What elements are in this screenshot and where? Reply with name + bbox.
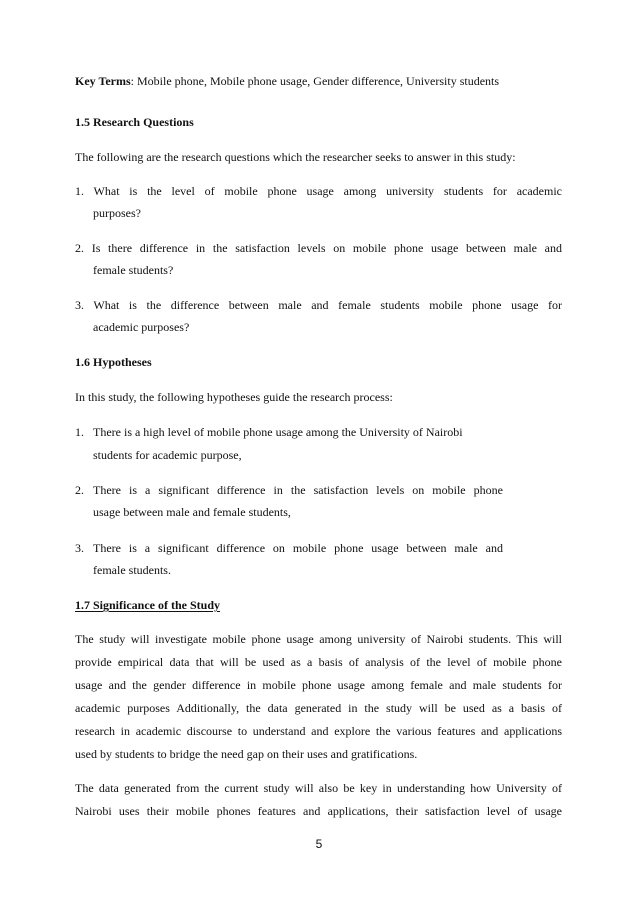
significance-p1-line-1: The study will investigate mobile phone usage among university of Nairobi students. This will: [75, 632, 562, 646]
significance-p1-line-3: usage and the gender difference in mobile phone usage among female and male students for: [75, 678, 562, 692]
question-2-line-2: female students?: [93, 263, 174, 277]
hypothesis-3-line-2: female students.: [93, 563, 171, 577]
significance-p2-line-2: Nairobi uses their mobile phones features and applications, their satisfaction level of usage: [75, 804, 562, 818]
question-2-line-1: 2. Is there difference in the satisfaction levels on mobile phone usage between male and: [75, 241, 562, 255]
heading-research-questions: 1.5 Research Questions: [75, 115, 194, 129]
hypothesis-1-line-1: There is a high level of mobile phone usage among the University of Nairobi: [93, 425, 463, 439]
heading-hypotheses: 1.6 Hypotheses: [75, 355, 152, 369]
hypothesis-1-number: 1.: [75, 425, 84, 439]
hypothesis-1-line-2: students for academic purpose,: [93, 448, 242, 462]
heading-significance: 1.7 Significance of the Study: [75, 598, 221, 612]
significance-p1-line-5: research in academic discourse to understand and explore the various features and applications: [75, 724, 562, 738]
hypothesis-3-line-1: There is a significant difference on mobile phone usage between male and: [93, 541, 503, 555]
question-3-line-2: academic purposes?: [93, 320, 190, 334]
significance-p1-line-2: provide empirical data that will be used as a basis of analysis of the level of mobile phone: [75, 655, 562, 669]
significance-p1-line-4: academic purposes Additionally, the data generated in the study will be used as a basis of: [75, 701, 562, 715]
question-1-line-2: purposes?: [93, 206, 141, 220]
question-1-line-1: 1. What is the level of mobile phone usage among university students for academic: [75, 184, 562, 198]
hypothesis-3-number: 3.: [75, 541, 84, 555]
key-terms-text: : Mobile phone, Mobile phone usage, Gender difference, University students: [130, 74, 500, 88]
hypotheses-intro: In this study, the following hypotheses guide the research process:: [75, 390, 393, 404]
hypothesis-2-number: 2.: [75, 483, 84, 497]
key-terms-line: [75, 73, 499, 89]
question-3-line-1: 3. What is the difference between male and female students mobile phone usage for: [75, 298, 562, 312]
hypothesis-2-line-2: usage between male and female students,: [93, 505, 291, 519]
significance-p2-line-1: The data generated from the current study will also be key in understanding how University of: [75, 781, 562, 795]
key-terms-label: Key Terms: [75, 74, 131, 88]
research-questions-intro: The following are the research questions which the researcher seeks to answer in this study:: [75, 150, 516, 164]
hypothesis-2-line-1: There is a significant difference in the satisfaction levels on mobile phone: [93, 483, 503, 497]
page-number: 5: [315, 837, 323, 851]
significance-p1-line-6: used by students to bridge the need gap on their uses and gratifications.: [75, 747, 418, 761]
